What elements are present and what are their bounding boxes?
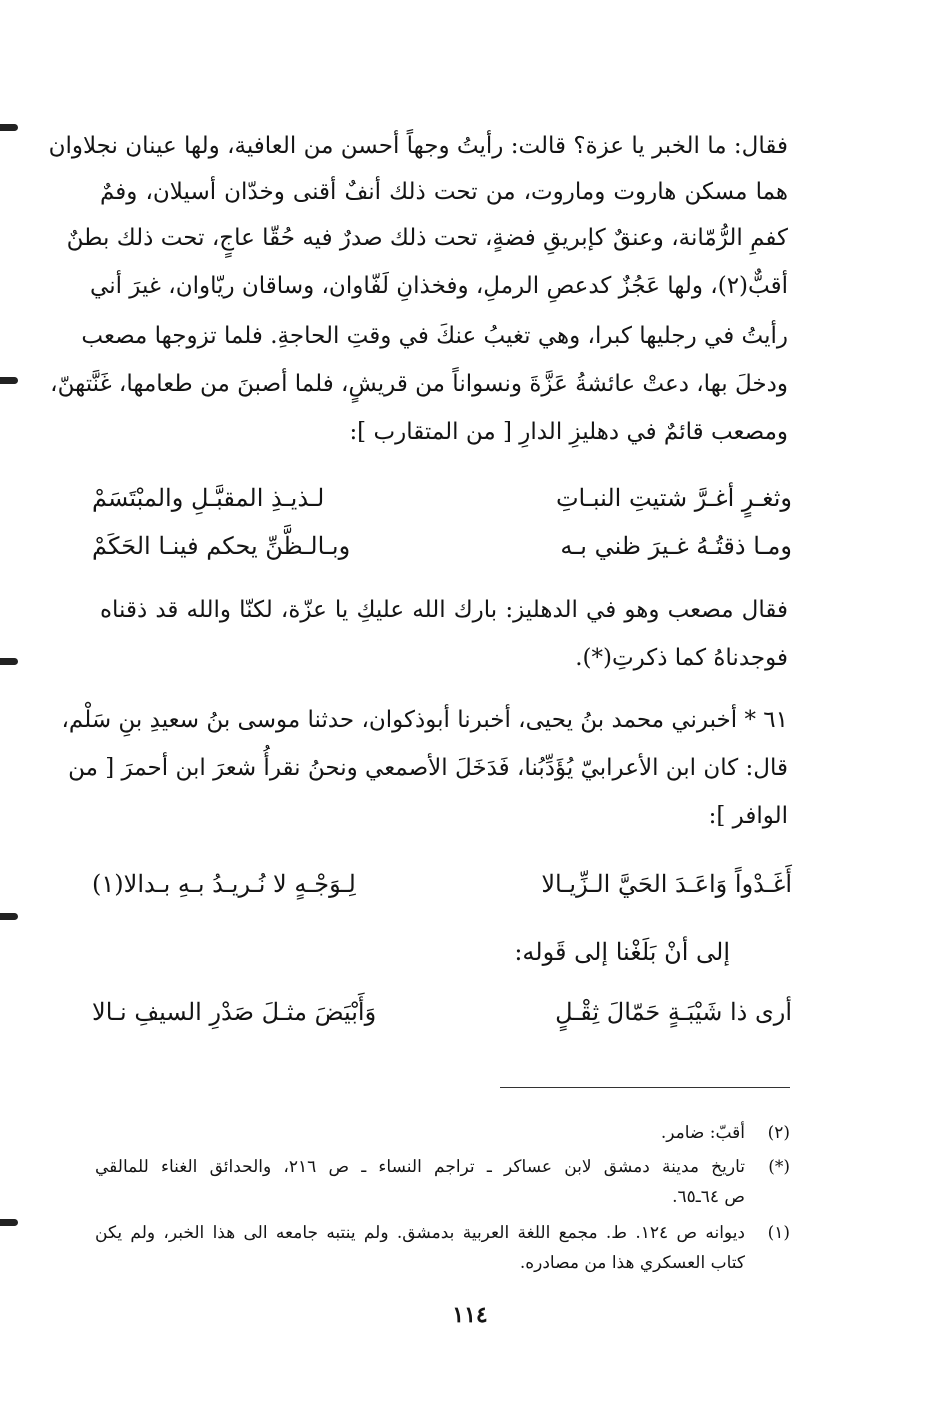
verse-row <box>92 480 792 516</box>
footnote-number: (٢) <box>767 1123 790 1143</box>
body-line: ومصعب قائمٌ في دهليزِ الدارِ [ من المتقارب ]: <box>349 419 788 445</box>
footnote-number: (١) <box>767 1223 790 1243</box>
verse-row <box>92 866 792 902</box>
body-line: فوجدناهُ كما ذكرتِ(*). <box>575 645 788 671</box>
body-line: هما مسكن هاروت وماروت، من تحت ذلك أنفٌ أقنى وخدّان أسيلان، وفمٌ <box>100 179 788 205</box>
verse-first-hemistich: أرى ذا شَيْبَـةٍ حَمّالَ ثِقْـلٍ <box>555 998 792 1026</box>
footnote-text: ديوانه ص ١٢٤. ط. مجمع اللغة العربية بدمشق. ولم ينتبه جامعه الى هذا الخبر، ولم يكن <box>95 1223 746 1243</box>
verse-first-hemistich: وثغـرٍ أغـرَّ شتيتِ النبـاتِ <box>555 484 792 512</box>
body-line: قال: كان ابن الأعرابيّ يُؤَدِّبُنا، فَدَخَلَ الأصمعي ونحنُ نقرأُ شعرَ ابن أحمرَ [ من <box>68 755 788 781</box>
body-line: ودخلَ بها، دعتْ عائشةُ عَزَّةَ ونسواناً من قريشٍ، فلما أصبنَ من طعامها، غَنَّتهنّ، <box>50 371 788 397</box>
scan-margin-mark <box>0 377 18 384</box>
footnote-text: تاريخ مدينة دمشق لابن عساكر ـ تراجم النساء ـ ص ٢١٦، والحدائق الغناء للمالقي <box>95 1157 746 1177</box>
scan-margin-mark <box>0 913 18 920</box>
body-line: رأيتُ في رجليها كبرا، وهي تغيبُ عنكَ في وقتِ الحاجةِ. فلما تزوجها مصعب <box>81 323 788 349</box>
verse-second-hemistich: وَأَبْيَضَ مثـلَ صَدْرِ السيفِ نـالا <box>92 998 377 1026</box>
footnote-divider <box>500 1087 790 1088</box>
scan-margin-mark <box>0 124 18 131</box>
page-number: ١١٤ <box>452 1302 488 1328</box>
verse-first-hemistich: أَغَـدْواً وَاعَـدَ الحَيَّ الـزِّيـالا <box>541 870 792 898</box>
scan-margin-mark <box>0 1219 18 1226</box>
verse-row <box>92 528 792 564</box>
verse-first-hemistich: ومـا ذقتُـهُ غـيرَ ظني بـه <box>560 532 792 560</box>
scan-margin-mark <box>0 658 18 665</box>
verse-second-hemistich: وبـالـظَّنِّ يحكم فينـا الحَكَمْ <box>92 532 351 560</box>
footnote-number: (*) <box>768 1157 790 1177</box>
body-line: كفمِ الرُّمّانة، وعنقٌ كإبريقِ فضةٍ، تحت ذلك صدرٌ فيه حُقّا عاجٍ، تحت ذلك بطنٌ <box>66 225 788 251</box>
footnote-text: كتاب العسكري هذا من مصادره. <box>519 1253 745 1273</box>
verse-row <box>92 994 792 1030</box>
body-line: أقبٌّ(٢)، ولها عَجُزٌ كدعصِ الرملِ، وفخذانِ لَفّاوان، وساقان ريّاوان، غيرَ أني <box>90 273 788 299</box>
body-line: فقال مصعب وهو في الدهليز: بارك الله عليكِ يا عزّة، لكنّا والله قد ذقناه <box>100 597 788 623</box>
verse-second-hemistich: لِـوَجْـهٍ لا نُـريـدُ بـهِ بـدالا(١) <box>92 870 356 898</box>
footnote-text: ص ٦٤ـ٦٥. <box>672 1187 745 1207</box>
verse-second-hemistich: لـذيـذِ المقبَّـلِ والمبْتَسَمْ <box>92 484 325 512</box>
body-line: فقال: ما الخبر يا عزة؟ قالت: رأيتُ وجهاً أحسن من العافية، ولها عينان نجلاوان <box>48 133 788 159</box>
footnote-text: أقبّ: ضامر. <box>660 1123 745 1143</box>
body-line: الوافر ]: <box>708 803 788 829</box>
body-line: ٦١ * أخبرني محمد بنُ يحيى، أخبرنا أبوذكوان، حدثنا موسى بنُ سعيدِ بنِ سَلْم، <box>61 707 788 733</box>
bridge-text: إلى أنْ بَلَغْنا إلى قَوله: <box>514 938 730 966</box>
